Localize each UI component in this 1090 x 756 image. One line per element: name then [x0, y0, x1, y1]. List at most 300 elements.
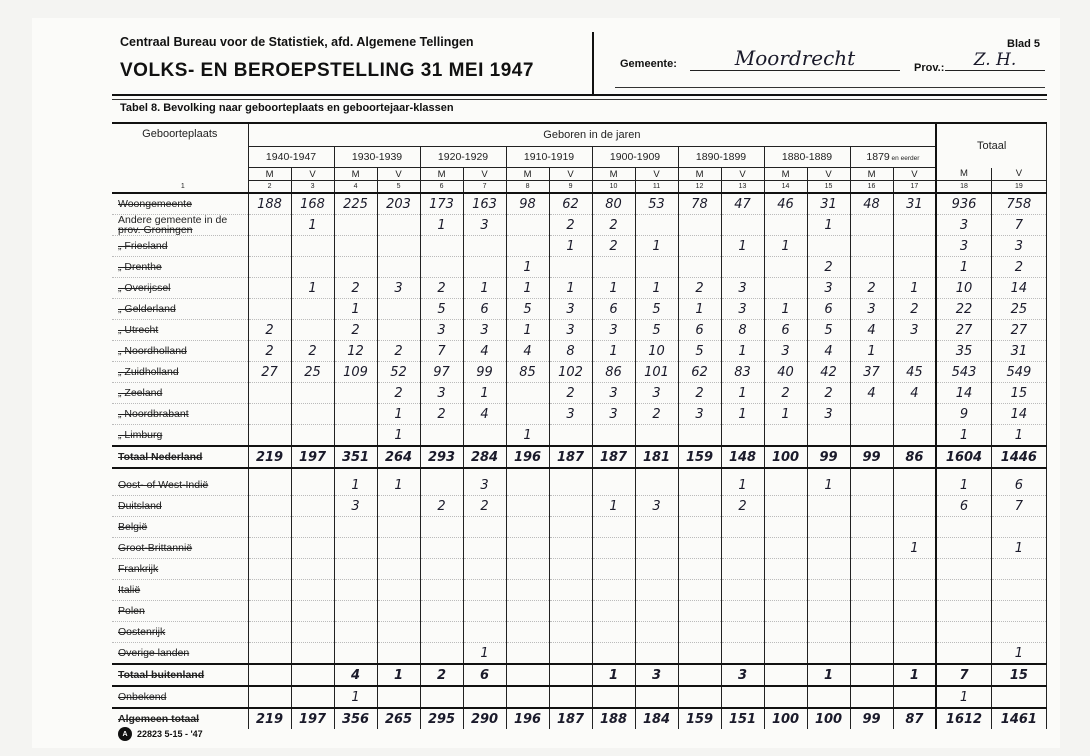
table-cell: 6 [936, 496, 991, 517]
table-cell: 4 [334, 664, 377, 686]
table-cell: 1 [721, 383, 764, 404]
table-cell: 6 [764, 320, 807, 341]
table-cell [248, 425, 291, 447]
table-cell: 7 [991, 215, 1046, 236]
table-cell [420, 601, 463, 622]
header-divider [592, 32, 594, 94]
table-cell [850, 425, 893, 447]
table-cell [291, 643, 334, 665]
table-cell: 87 [893, 708, 936, 729]
table-cell: 3 [936, 236, 991, 257]
table-cell: 14 [991, 404, 1046, 425]
gap-cell [463, 468, 506, 475]
sex-header: V [291, 168, 334, 181]
table-cell: 265 [377, 708, 420, 729]
table-cell: 5 [807, 320, 850, 341]
table-cell: 3 [592, 383, 635, 404]
table-cell [936, 643, 991, 665]
table-cell [807, 643, 850, 665]
table-cell: 2 [893, 299, 936, 320]
table-cell: 8 [549, 341, 592, 362]
column-number: 6 [420, 181, 463, 194]
table-cell: 1 [807, 664, 850, 686]
table-cell: 181 [635, 446, 678, 468]
table-caption: Tabel 8. Bevolking naar geboorteplaats en geboortejaar-klassen [120, 102, 454, 114]
table-cell [678, 580, 721, 601]
province-label: Prov.: [914, 62, 945, 74]
table-cell [764, 517, 807, 538]
sex-header: V [377, 168, 420, 181]
table-cell [635, 559, 678, 580]
table-cell: 3 [991, 236, 1046, 257]
sex-header: M [334, 168, 377, 181]
table-cell: 1 [334, 299, 377, 320]
table-cell: 2 [850, 278, 893, 299]
table-cell [850, 517, 893, 538]
table-cell [991, 580, 1046, 601]
form-footer [118, 727, 203, 741]
table-cell: 53 [635, 193, 678, 215]
table-cell: 1 [893, 538, 936, 559]
table-cell: 293 [420, 446, 463, 468]
table-cell: 86 [893, 446, 936, 468]
table-cell [506, 404, 549, 425]
table-cell: 1 [850, 341, 893, 362]
table-cell [377, 538, 420, 559]
table-cell [334, 425, 377, 447]
table-cell: 2 [334, 320, 377, 341]
table-cell [463, 580, 506, 601]
table-cell: 187 [549, 446, 592, 468]
place-row-label: „ Zuidholland [112, 362, 248, 383]
table-cell [936, 559, 991, 580]
table-cell [463, 622, 506, 643]
gap-cell [377, 468, 420, 475]
table-cell: 22 [936, 299, 991, 320]
sex-header: M [678, 168, 721, 181]
table-cell: 98 [506, 193, 549, 215]
table-cell [936, 601, 991, 622]
table-cell [991, 622, 1046, 643]
table-cell: 159 [678, 708, 721, 729]
table-cell [807, 622, 850, 643]
table-cell: 1 [506, 257, 549, 278]
table-cell [850, 622, 893, 643]
table-cell [506, 686, 549, 708]
sex-header: V [635, 168, 678, 181]
table-cell: 284 [463, 446, 506, 468]
table-cell: 1 [721, 475, 764, 496]
table-cell [248, 559, 291, 580]
gap-cell [850, 468, 893, 475]
table-cell: 9 [936, 404, 991, 425]
table-cell: 1 [936, 686, 991, 708]
table-cell [635, 215, 678, 236]
table-cell [893, 236, 936, 257]
table-cell [721, 215, 764, 236]
table-cell: 2 [764, 383, 807, 404]
table-cell: 7 [991, 496, 1046, 517]
header-rule-thin [112, 99, 1047, 100]
table-cell: 3 [850, 299, 893, 320]
table-cell: 99 [807, 446, 850, 468]
table-cell [463, 686, 506, 708]
table-cell [850, 643, 893, 665]
column-number: 18 [936, 181, 991, 194]
table-cell [850, 664, 893, 686]
table-cell: 219 [248, 446, 291, 468]
algemeen-totaal-row-label: Algemeen totaal [112, 708, 248, 729]
table-cell: 188 [592, 708, 635, 729]
table-cell [549, 580, 592, 601]
table-cell: 3 [592, 320, 635, 341]
table-cell: 3 [334, 496, 377, 517]
table-cell: 31 [807, 193, 850, 215]
table-cell [764, 559, 807, 580]
place-row-label: „ Utrecht [112, 320, 248, 341]
table-cell [377, 320, 420, 341]
table-cell [377, 622, 420, 643]
column-number: 16 [850, 181, 893, 194]
table-cell [506, 215, 549, 236]
column-number: 12 [678, 181, 721, 194]
sex-header: V [721, 168, 764, 181]
table-cell: 1 [678, 299, 721, 320]
table-cell: 2 [377, 341, 420, 362]
table-cell [936, 580, 991, 601]
table-cell: 4 [850, 320, 893, 341]
table-cell: 188 [248, 193, 291, 215]
table-cell: 1 [807, 475, 850, 496]
table-cell: 1 [592, 341, 635, 362]
table-cell [291, 404, 334, 425]
table-cell [850, 404, 893, 425]
gap-cell [112, 468, 248, 475]
table-cell [420, 686, 463, 708]
table-cell [764, 475, 807, 496]
table-cell: 7 [936, 664, 991, 686]
table-cell [334, 538, 377, 559]
table-cell: 31 [893, 193, 936, 215]
table-cell [291, 559, 334, 580]
table-cell [248, 404, 291, 425]
table-cell: 47 [721, 193, 764, 215]
table-cell [592, 643, 635, 665]
table-cell: 3 [678, 404, 721, 425]
table-cell [807, 559, 850, 580]
table-cell: 109 [334, 362, 377, 383]
column-number: 1 [112, 181, 248, 194]
table-cell: 2 [635, 404, 678, 425]
place-row-label: „ Drenthe [112, 257, 248, 278]
place-row-label: Italië [112, 580, 248, 601]
table-cell: 936 [936, 193, 991, 215]
table-cell: 1 [721, 404, 764, 425]
table-cell: 2 [420, 496, 463, 517]
table-cell: 10 [635, 341, 678, 362]
table-cell [721, 643, 764, 665]
table-cell: 6 [807, 299, 850, 320]
table-cell: 290 [463, 708, 506, 729]
table-cell [678, 475, 721, 496]
table-cell: 48 [850, 193, 893, 215]
table-cell [506, 538, 549, 559]
table-cell [334, 601, 377, 622]
table-cell [850, 559, 893, 580]
table-cell [721, 601, 764, 622]
place-row-label: „ Gelderland [112, 299, 248, 320]
table-cell [721, 257, 764, 278]
table-cell [764, 278, 807, 299]
table-cell [506, 643, 549, 665]
table-cell: 12 [334, 341, 377, 362]
column-number: 7 [463, 181, 506, 194]
table-cell: 52 [377, 362, 420, 383]
sex-header: M [592, 168, 635, 181]
table-cell: 187 [549, 708, 592, 729]
period-header [506, 147, 592, 168]
table-cell: 148 [721, 446, 764, 468]
table-cell: 2 [678, 278, 721, 299]
table-cell: 3 [635, 496, 678, 517]
place-row-label: Woongemeente [112, 193, 248, 215]
table-cell [420, 475, 463, 496]
table-cell [248, 278, 291, 299]
table-cell: 5 [420, 299, 463, 320]
period-header [678, 147, 764, 168]
table-cell: 2 [807, 257, 850, 278]
table-cell [291, 320, 334, 341]
table-cell [377, 215, 420, 236]
table-cell [463, 538, 506, 559]
table-cell [291, 299, 334, 320]
table-cell [377, 496, 420, 517]
table-cell [248, 580, 291, 601]
gap-cell [592, 468, 635, 475]
form-code: 22823 5-15 - '47 [137, 729, 203, 739]
table-cell [377, 686, 420, 708]
table-cell: 101 [635, 362, 678, 383]
period-label: 1920-1929 [437, 151, 489, 163]
table-cell: 1 [592, 278, 635, 299]
table-cell [764, 686, 807, 708]
table-cell: 1 [991, 538, 1046, 559]
column-number: 14 [764, 181, 807, 194]
table-cell [764, 425, 807, 447]
table-cell [850, 601, 893, 622]
table-cell [850, 686, 893, 708]
table-cell: 168 [291, 193, 334, 215]
table-cell: 2 [991, 257, 1046, 278]
table-cell [678, 257, 721, 278]
table-cell: 1 [334, 686, 377, 708]
table-cell [291, 517, 334, 538]
table-cell [991, 601, 1046, 622]
table-cell: 1604 [936, 446, 991, 468]
table-cell: 1 [592, 664, 635, 686]
table-cell [463, 257, 506, 278]
table-cell: 356 [334, 708, 377, 729]
table-cell [635, 475, 678, 496]
page-number: Blad 5 [1007, 38, 1041, 50]
table-cell [893, 215, 936, 236]
table-cell [635, 257, 678, 278]
table-cell: 1 [420, 215, 463, 236]
table-cell: 85 [506, 362, 549, 383]
column-number: 5 [377, 181, 420, 194]
table-cell: 3 [721, 278, 764, 299]
table-cell: 99 [850, 446, 893, 468]
table-cell [248, 299, 291, 320]
place-row-label: België [112, 517, 248, 538]
gap-cell [334, 468, 377, 475]
total-header: Totaal [936, 123, 1046, 168]
place-row-label: „ Friesland [112, 236, 248, 257]
table-cell [635, 601, 678, 622]
table-cell [807, 425, 850, 447]
table-cell [764, 580, 807, 601]
table-cell: 3 [549, 320, 592, 341]
table-cell [592, 538, 635, 559]
table-cell [506, 496, 549, 517]
table-cell: 1 [991, 425, 1046, 447]
census-table [112, 122, 1047, 729]
table-cell: 1 [893, 278, 936, 299]
column-number: 17 [893, 181, 936, 194]
table-cell: 1 [893, 664, 936, 686]
table-cell: 184 [635, 708, 678, 729]
table-cell [850, 257, 893, 278]
table-cell: 1446 [991, 446, 1046, 468]
table-cell [635, 538, 678, 559]
table-cell: 1 [377, 404, 420, 425]
table-cell: 2 [377, 383, 420, 404]
table-cell [936, 517, 991, 538]
table-cell: 1 [936, 257, 991, 278]
column-number: 11 [635, 181, 678, 194]
period-label: 1879 [866, 151, 890, 163]
period-label: 1890-1899 [695, 151, 747, 163]
period-header [248, 147, 334, 168]
table-cell [334, 383, 377, 404]
table-cell: 187 [592, 446, 635, 468]
table-cell [936, 538, 991, 559]
place-row-label: „ Overijssel [112, 278, 248, 299]
table-cell [678, 686, 721, 708]
table-cell: 1 [592, 496, 635, 517]
table-cell: 3 [893, 320, 936, 341]
table-cell: 2 [807, 383, 850, 404]
table-cell [807, 538, 850, 559]
table-cell [377, 257, 420, 278]
table-cell [549, 622, 592, 643]
table-cell: 4 [850, 383, 893, 404]
table-cell: 163 [463, 193, 506, 215]
table-cell [893, 686, 936, 708]
table-cell [549, 496, 592, 517]
gap-cell [807, 468, 850, 475]
column-number: 4 [334, 181, 377, 194]
table-cell [506, 559, 549, 580]
table-cell [721, 425, 764, 447]
table-cell: 2 [248, 341, 291, 362]
table-cell: 31 [991, 341, 1046, 362]
table-cell: 1 [463, 643, 506, 665]
table-cell: 62 [549, 193, 592, 215]
table-cell: 3 [721, 664, 764, 686]
place-row-label: Polen [112, 601, 248, 622]
sex-header: V [463, 168, 506, 181]
table-cell: 40 [764, 362, 807, 383]
table-cell: 97 [420, 362, 463, 383]
table-cell: 1 [635, 236, 678, 257]
table-cell [991, 517, 1046, 538]
table-cell: 351 [334, 446, 377, 468]
table-cell [893, 517, 936, 538]
gap-cell [420, 468, 463, 475]
table-cell [721, 686, 764, 708]
sex-header: V [893, 168, 936, 181]
table-cell: 1 [377, 475, 420, 496]
table-cell: 6 [592, 299, 635, 320]
table-cell [420, 643, 463, 665]
column-number: 9 [549, 181, 592, 194]
table-cell [506, 601, 549, 622]
table-cell [893, 496, 936, 517]
table-cell [592, 257, 635, 278]
table-cell: 37 [850, 362, 893, 383]
table-cell [377, 580, 420, 601]
table-cell [807, 601, 850, 622]
table-cell [592, 559, 635, 580]
table-cell: 4 [463, 341, 506, 362]
table-cell [248, 236, 291, 257]
table-cell [291, 622, 334, 643]
table-cell [807, 686, 850, 708]
table-cell: 3 [463, 215, 506, 236]
table-cell [991, 686, 1046, 708]
table-cell: 99 [463, 362, 506, 383]
table-cell [850, 215, 893, 236]
table-cell: 3 [420, 320, 463, 341]
table-cell [592, 622, 635, 643]
cbs-logo-icon: A [118, 727, 132, 741]
table-cell: 1 [635, 278, 678, 299]
table-cell: 8 [721, 320, 764, 341]
table-cell: 62 [678, 362, 721, 383]
table-cell [592, 580, 635, 601]
place-row-label: „ Limburg [112, 425, 248, 447]
table-cell [807, 496, 850, 517]
table-cell [420, 517, 463, 538]
total-nederland-row-label: Totaal Nederland [112, 446, 248, 468]
period-header [764, 147, 850, 168]
table-cell [678, 538, 721, 559]
table-cell [463, 236, 506, 257]
column-number: 10 [592, 181, 635, 194]
place-row-label: „ Noordbrabant [112, 404, 248, 425]
table-cell: 2 [592, 215, 635, 236]
table-cell [721, 538, 764, 559]
header-rule-thick [112, 94, 1047, 96]
table-cell [807, 580, 850, 601]
table-cell [334, 643, 377, 665]
table-cell [936, 622, 991, 643]
table-cell: 3 [420, 383, 463, 404]
table-cell [506, 517, 549, 538]
table-cell [377, 236, 420, 257]
total-buitenland-row-label: Totaal buitenland [112, 664, 248, 686]
